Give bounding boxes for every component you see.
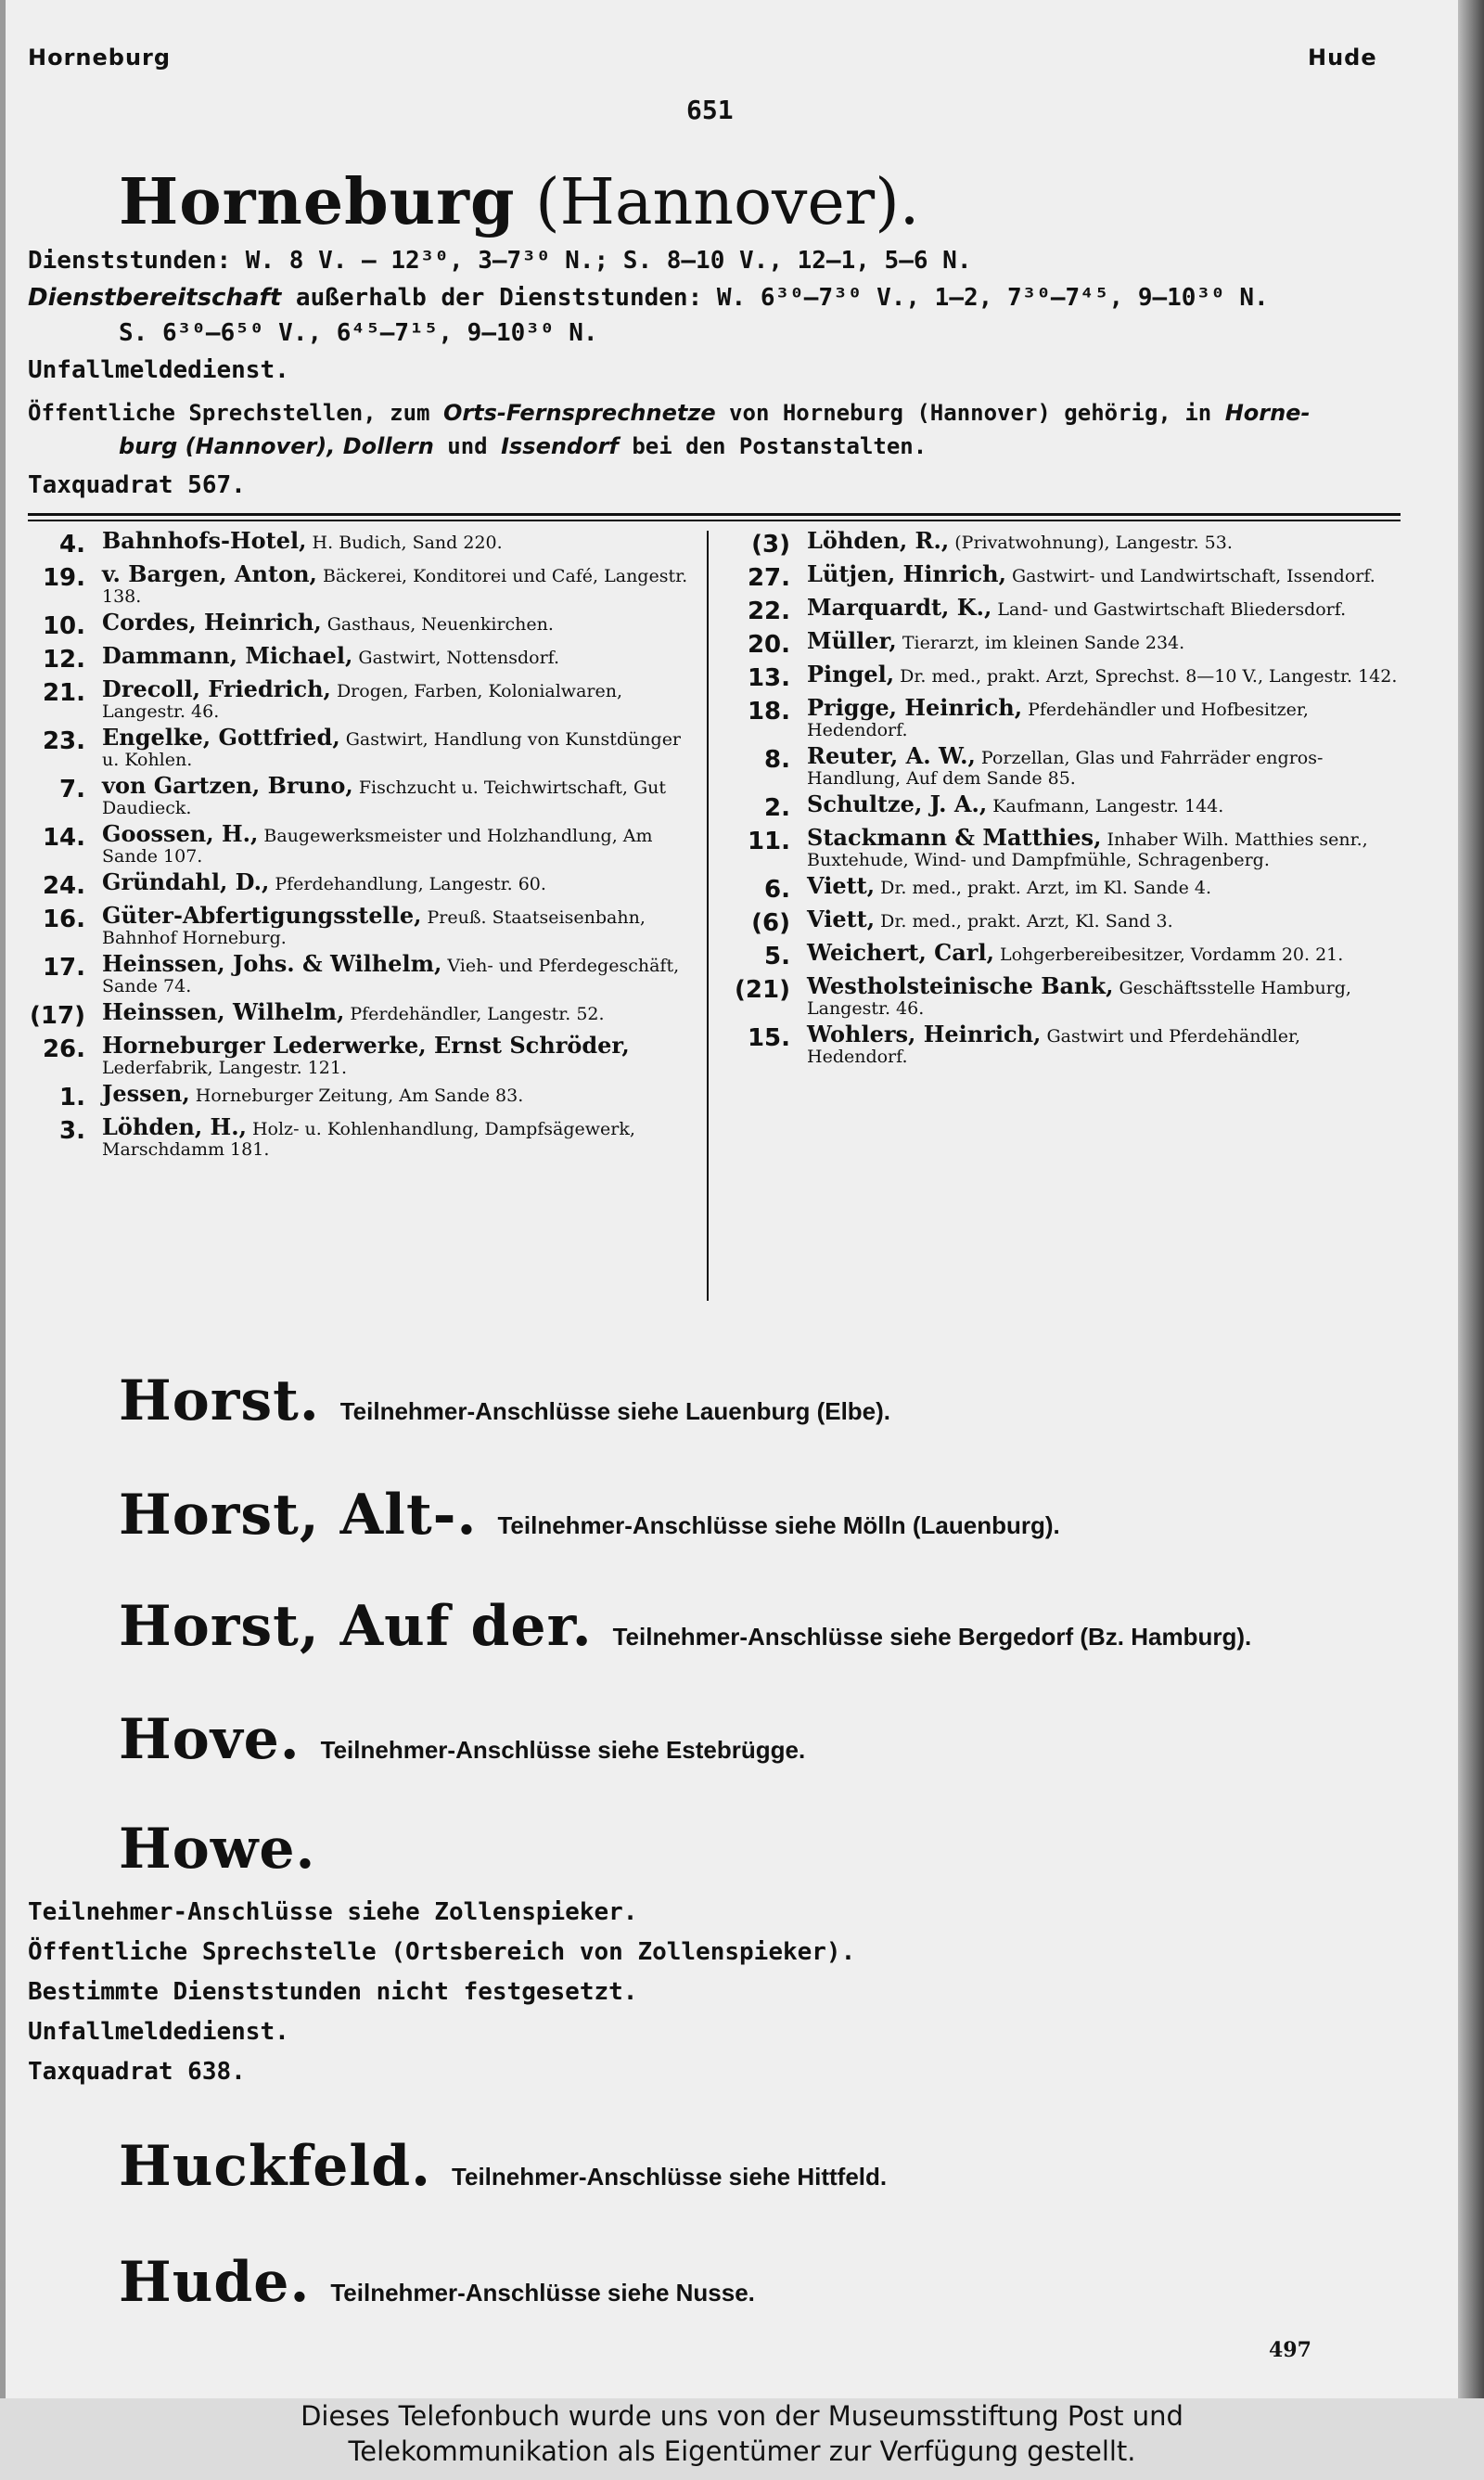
place-hude [119, 2250, 755, 2315]
subscriber-details: (Privatwohnung), Langestr. 53. [949, 533, 1233, 553]
subscriber-name: Wohlers, Heinrich, [807, 1021, 1042, 1047]
place-howe [119, 1817, 315, 1882]
subscriber-name: Müller, [807, 627, 897, 654]
place-reference: Teilnehmer-Anschlüsse siehe Lauenburg (Elbe). [339, 1397, 891, 1425]
subscriber-text [807, 594, 1347, 621]
subscriber-text [102, 1080, 524, 1107]
place-reference: Teilnehmer-Anschlüsse siehe Nusse. [330, 2279, 755, 2307]
subscriber-number: 23. [42, 727, 85, 755]
subscriber-text [102, 609, 554, 636]
subscriber-number: 21. [42, 679, 85, 707]
subscriber-name: Heinssen, Johs. & Wilhelm, [102, 950, 442, 977]
place-reference: Teilnehmer-Anschlüsse siehe Mölln (Lauenburg). [497, 1511, 1060, 1539]
subscriber-name: Viett, [807, 906, 876, 932]
footer-line: Dieses Telefonbuch wurde uns von der Museumsstiftung Post und [301, 2400, 1183, 2432]
subscriber-details: Gastwirt, Handlung von Kunstdünger u. Kohlen. [102, 729, 682, 770]
place-horst [119, 1368, 890, 1433]
subscriber-text [102, 772, 696, 818]
subscriber-number: 27. [747, 564, 790, 592]
subscriber-details: Drogen, Farben, Kolonialwaren, Langestr. 46. [102, 681, 622, 722]
subscriber-number: 8. [764, 746, 790, 774]
subscriber-number: 24. [42, 872, 85, 900]
subscriber-text [102, 998, 605, 1025]
subscriber-name: Marquardt, K., [807, 594, 992, 621]
subscriber-text [102, 820, 696, 867]
subscriber-name: Lütjen, Hinrich, [807, 560, 1006, 587]
subscriber-name: Löhden, R., [807, 527, 950, 554]
subscriber-text [102, 1032, 696, 1078]
subscriber-name: Heinssen, Wilhelm, [102, 998, 345, 1025]
subscriber-details: Lederfabrik, Langestr. 121. [102, 1058, 347, 1078]
sprech-text: bei den Postanstalten. [618, 433, 928, 459]
subscriber-name: Bahnhofs-Hotel, [102, 527, 307, 554]
subscriber-name: Goossen, H., [102, 820, 259, 847]
sprechstellen-line-2 [119, 429, 1484, 464]
subscriber-name: v. Bargen, Anton, [102, 560, 317, 587]
place-name: Howe. [119, 1817, 316, 1882]
subscriber-details: Pferdehandlung, Langestr. 60. [269, 874, 546, 894]
subscriber-entry [733, 661, 1401, 692]
subscriber-number: (3) [751, 531, 790, 559]
bereitschaft-line-1 [28, 280, 1401, 315]
subscriber-details: Dr. med., prakt. Arzt, Sprechst. 8—10 V., Langestr. 142. [894, 666, 1398, 687]
subscriber-entry [28, 609, 696, 640]
subscriber-name: von Gartzen, Bruno, [102, 772, 353, 799]
subscriber-number: (21) [735, 976, 790, 1004]
place-huckfeld [119, 2134, 887, 2199]
howe-info-line: Unfallmeldedienst. [28, 2018, 289, 2046]
subscriber-entry [733, 594, 1401, 625]
subscriber-entry [733, 742, 1401, 789]
subscriber-name: Prigge, Heinrich, [807, 694, 1023, 721]
subscriber-number: 7. [59, 776, 85, 803]
divider-rule [28, 513, 1401, 516]
subscriber-text [102, 868, 546, 895]
howe-info-line: Teilnehmer-Anschlüsse siehe Zollenspieker. [28, 1898, 638, 1926]
subscriber-number: 1. [59, 1084, 85, 1112]
subscriber-text [807, 1021, 1401, 1067]
place-reference: Teilnehmer-Anschlüsse siehe Estebrügge. [320, 1736, 806, 1764]
subscriber-name: Pingel, [807, 661, 895, 687]
divider-rule [28, 520, 1401, 521]
sprech-italic: Horne- [1224, 400, 1311, 426]
running-head-left: Horneburg [28, 45, 172, 71]
place-name: Horst, Alt-. [119, 1483, 478, 1548]
place-region: (Hannover). [535, 166, 920, 239]
subscriber-name: Weichert, Carl, [807, 939, 994, 966]
subscriber-text [807, 661, 1398, 687]
subscriber-details: H. Budich, Sand 220. [306, 533, 503, 553]
subscriber-list-left [28, 527, 696, 1165]
place-name: Hude. [119, 2250, 311, 2315]
place-reference: Teilnehmer-Anschlüsse siehe Bergedorf (Bz. Hamburg). [612, 1623, 1252, 1651]
subscriber-number: 5. [764, 943, 790, 970]
sprech-italic: Issendorf [501, 433, 619, 459]
subscriber-name: Löhden, H., [102, 1113, 247, 1140]
subscriber-entry [733, 906, 1401, 937]
place-title-horneburg [119, 165, 919, 239]
subscriber-name: Engelke, Gottfried, [102, 724, 340, 751]
subscriber-details: Bäckerei, Konditorei und Café, Langestr. 138. [102, 566, 688, 607]
sprech-text: und [433, 433, 502, 459]
subscriber-text [807, 939, 1344, 966]
subscriber-name: Viett, [807, 872, 876, 899]
subscriber-number: 3. [59, 1117, 85, 1145]
subscriber-details: Gastwirt- und Landwirtschaft, Issendorf. [1005, 566, 1375, 586]
subscriber-number: 17. [42, 954, 85, 982]
subscriber-number: 19. [42, 564, 85, 592]
subscriber-text [102, 560, 696, 607]
subscriber-text [807, 906, 1173, 932]
subscriber-details: Tierarzt, im kleinen Sande 234. [896, 633, 1185, 653]
subscriber-number: (17) [30, 1002, 85, 1030]
subscriber-number: (6) [751, 909, 790, 937]
subscriber-entry [28, 820, 696, 867]
subscriber-details: Baugewerksmeister und Holzhandlung, Am Sande 107. [102, 826, 653, 867]
subscriber-entry [733, 790, 1401, 822]
subscriber-number: 6. [764, 876, 790, 904]
subscriber-details: Gastwirt, Nottensdorf. [352, 648, 560, 668]
subscriber-entry [733, 824, 1401, 870]
subscriber-name: Westholsteinische Bank, [807, 972, 1114, 999]
howe-info-line: Bestimmte Dienststunden nicht festgesetzt. [28, 1978, 638, 2006]
place-name: Horst, Auf der. [119, 1594, 593, 1659]
subscriber-number: 13. [747, 664, 790, 692]
subscriber-number: 16. [42, 906, 85, 933]
taxquadrat-line: Taxquadrat 567. [28, 471, 246, 499]
subscriber-number: 18. [747, 698, 790, 726]
subscriber-name: Güter-Abfertigungsstelle, [102, 902, 422, 929]
running-head-right: Hude [1308, 45, 1377, 71]
subscriber-details: Dr. med., prakt. Arzt, im Kl. Sande 4. [875, 878, 1211, 898]
subscriber-number: 4. [59, 531, 85, 559]
subscriber-text [807, 790, 1224, 817]
subscriber-text [807, 627, 1185, 654]
subscriber-number: 15. [747, 1024, 790, 1052]
subscriber-details: Vieh- und Pferdegeschäft, Sande 74. [102, 956, 680, 996]
subscriber-entry [733, 872, 1401, 904]
subscriber-entry [28, 772, 696, 818]
subscriber-number: 14. [42, 824, 85, 852]
place-name: Huckfeld. [119, 2134, 432, 2199]
column-divider [707, 531, 709, 1301]
subscriber-text [807, 824, 1401, 870]
sprech-italic: Orts-Fernsprechnetze [442, 400, 716, 426]
subscriber-details: Holz- u. Kohlenhandlung, Dampfsägewerk, Marschdamm 181. [102, 1119, 635, 1160]
subscriber-name: Horneburger Lederwerke, Ernst Schröder, [102, 1032, 630, 1059]
subscriber-number: 10. [42, 612, 85, 640]
howe-info-line: Öffentliche Sprechstelle (Ortsbereich von Zollenspieker). [28, 1938, 856, 1966]
subscriber-entry [28, 998, 696, 1030]
subscriber-details: Pferdehändler, Langestr. 52. [344, 1004, 605, 1024]
subscriber-text [102, 527, 503, 554]
subscriber-text [807, 694, 1401, 740]
subscriber-details: Inhaber Wilh. Matthies senr., Buxtehude, Wind- und Dampfmühle, Schragenberg. [807, 829, 1368, 870]
subscriber-details: Land- und Gastwirtschaft Bliedersdorf. [991, 599, 1347, 620]
subscriber-name: Dammann, Michael, [102, 642, 353, 669]
subscriber-entry [733, 560, 1401, 592]
sprech-text: Öffentliche Sprechstellen, zum [28, 400, 443, 426]
unfall-line: Unfallmeldedienst. [28, 356, 289, 384]
place-reference: Teilnehmer-Anschlüsse siehe Hittfeld. [452, 2163, 888, 2191]
subscriber-entry [28, 724, 696, 770]
subscriber-name: Jessen, [102, 1080, 190, 1107]
subscriber-name: Gründahl, D., [102, 868, 270, 895]
subscriber-name: Drecoll, Friedrich, [102, 675, 331, 702]
howe-info [28, 1893, 855, 2092]
subscriber-details: Porzellan, Glas und Fahrräder engros-Handlung, Auf dem Sande 85. [807, 748, 1324, 789]
subscriber-number: 22. [747, 598, 790, 625]
subscriber-details: Horneburger Zeitung, Am Sande 83. [189, 1086, 524, 1106]
subscriber-details: Kaufmann, Langestr. 144. [987, 796, 1224, 816]
subscriber-text [102, 902, 696, 948]
subscriber-entry [28, 675, 696, 722]
subscriber-entry [733, 939, 1401, 970]
subscriber-list-right [733, 527, 1401, 1073]
subscriber-text [102, 675, 696, 722]
subscriber-entry [733, 627, 1401, 659]
subscriber-entry [733, 972, 1401, 1019]
place-horst-alt [119, 1483, 1060, 1548]
bereitschaft-line-2: S. 6³⁰—6⁵⁰ V., 6⁴⁵—7¹⁵, 9—10³⁰ N. [119, 319, 598, 347]
bereitschaft-label: Dienstbereitschaft [28, 284, 282, 312]
subscriber-name: Schultze, J. A., [807, 790, 988, 817]
place-name: Horst. [119, 1368, 320, 1433]
subscriber-text [102, 724, 696, 770]
footer-line: Telekommunikation als Eigentümer zur Verfügung gestellt. [348, 2435, 1136, 2467]
subscriber-details: Gastwirt und Pferdehändler, Hedendorf. [807, 1026, 1300, 1067]
place-name: Horneburg [119, 165, 516, 239]
subscriber-entry [733, 694, 1401, 740]
subscriber-entry [28, 1032, 696, 1078]
page-number: 651 [686, 95, 734, 125]
subscriber-entry [28, 902, 696, 948]
subscriber-entry [28, 950, 696, 996]
subscriber-text [102, 642, 560, 669]
subscriber-entry [28, 642, 696, 674]
subscriber-number: 12. [42, 646, 85, 674]
subscriber-name: Stackmann & Matthies, [807, 824, 1102, 851]
subscriber-details: Lohgerbereibesitzer, Vordamm 20. 21. [993, 944, 1344, 965]
subscriber-details: Preuß. Staatseisenbahn, Bahnhof Horneburg. [102, 907, 646, 948]
place-horst-auf-der [119, 1594, 1251, 1659]
subscriber-number: 26. [42, 1035, 85, 1063]
place-hove [119, 1707, 805, 1772]
subscriber-name: Cordes, Heinrich, [102, 609, 322, 636]
subscriber-number: 11. [747, 828, 790, 855]
subscriber-details: Geschäftsstelle Hamburg, Langestr. 46. [807, 978, 1351, 1019]
subscriber-entry [28, 1113, 696, 1160]
page-stamp: 497 [1269, 2338, 1311, 2362]
subscriber-entry [28, 868, 696, 900]
subscriber-text [807, 872, 1211, 899]
subscriber-text [807, 560, 1375, 587]
subscriber-entry [28, 527, 696, 559]
subscriber-name: Reuter, A. W., [807, 742, 976, 769]
subscriber-entry [733, 1021, 1401, 1067]
place-name: Hove. [119, 1707, 301, 1772]
subscriber-text [102, 1113, 696, 1160]
subscriber-entry [28, 1080, 696, 1112]
subscriber-number: 20. [747, 631, 790, 659]
subscriber-text [102, 950, 696, 996]
sprechstellen-line-1 [28, 395, 1401, 430]
provenance-footer [0, 2398, 1484, 2480]
subscriber-details: Dr. med., prakt. Arzt, Kl. Sand 3. [875, 911, 1173, 932]
subscriber-details: Pferdehändler und Hofbesitzer, Hedendorf. [807, 700, 1309, 740]
subscriber-entry [28, 560, 696, 607]
subscriber-text [807, 742, 1401, 789]
dienststunden-line: Dienststunden: W. 8 V. — 12³⁰, 3—7³⁰ N.; S. 8—10 V., 12—1, 5—6 N. [28, 247, 972, 275]
subscriber-text [807, 527, 1233, 554]
sprech-text: von Horneburg (Hannover) gehörig, in [715, 400, 1225, 426]
subscriber-details: Gasthaus, Neuenkirchen. [321, 614, 554, 635]
subscriber-number: 2. [764, 794, 790, 822]
howe-info-line: Taxquadrat 638. [28, 2058, 246, 2086]
bereitschaft-text: außerhalb der Dienststunden: W. 6³⁰—7³⁰ V., 1—2, 7³⁰—7⁴⁵, 9—10³⁰ N. [281, 284, 1269, 312]
subscriber-entry [733, 527, 1401, 559]
sprech-italic: burg (Hannover), Dollern [119, 433, 434, 459]
subscriber-text [807, 972, 1401, 1019]
subscriber-details: Fischzucht u. Teichwirtschaft, Gut Daudieck. [102, 777, 667, 818]
